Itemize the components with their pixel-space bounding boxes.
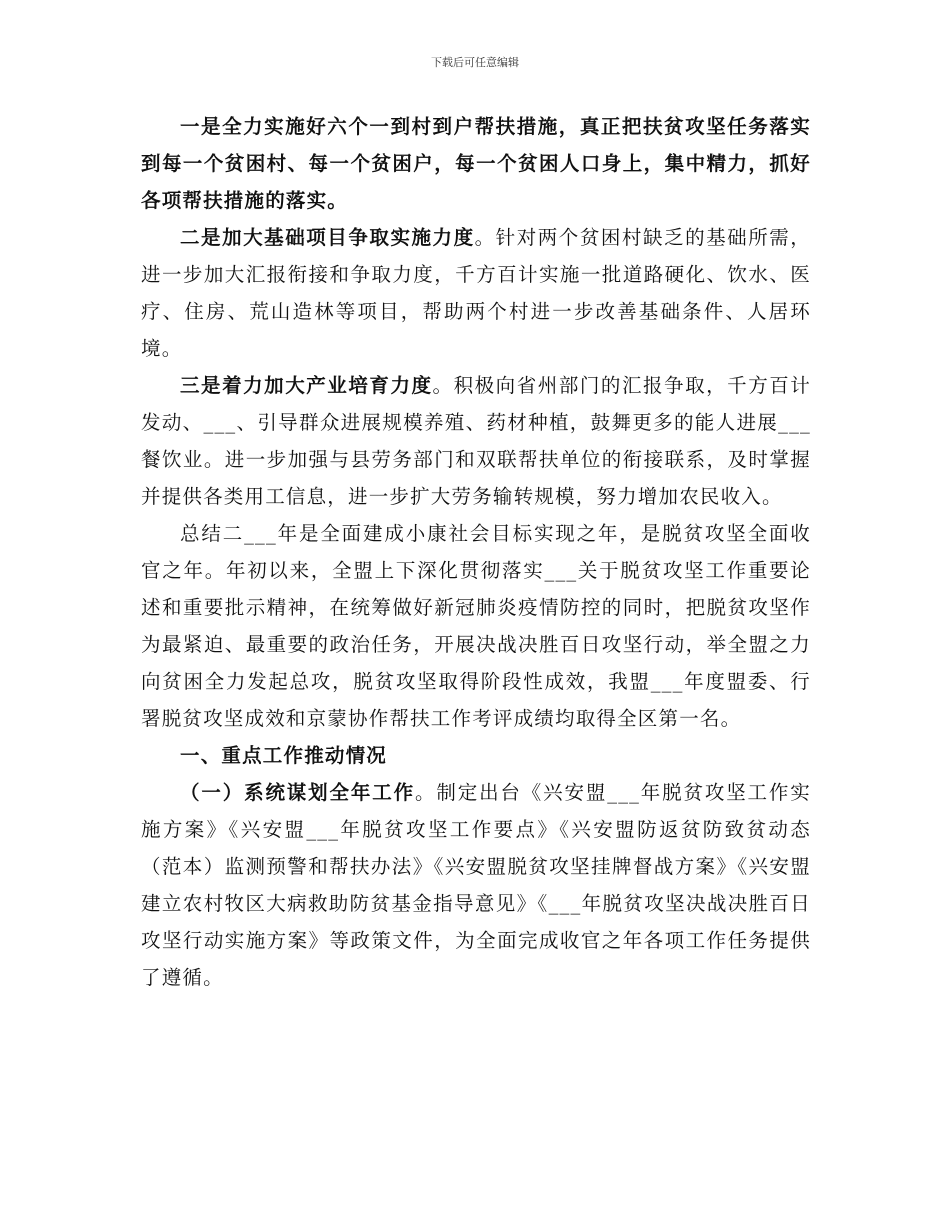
paragraph-lead: 三是着力加大产业培育力度	[180, 374, 433, 397]
paragraph-text: 。针对两个贫困村缺乏的基础所需，进一步加大汇报衔接和争取力度，千方百计实施一批道路硬化、饮水、医疗、住房、荒山造林等项目，帮助两个村进一步改善基础条件、人居环境。	[141, 226, 811, 360]
section-heading-text: 一、重点工作推动情况	[180, 744, 388, 767]
paragraph-measure-three	[141, 367, 811, 515]
paragraph-subsection-one	[141, 774, 811, 996]
paragraph-measure-one	[141, 108, 811, 219]
paragraph-lead: 二是加大基础项目争取实施力度	[180, 226, 475, 249]
paragraph-measure-two	[141, 219, 811, 367]
paragraph-lead: 一是全力实施好六个一到村到户帮扶措施，真正把扶贫攻坚任务落实到每一个贫困村、每一个贫困户，每一个贫困人口身上，集中精力，抓好各项帮扶措施的落实。	[141, 115, 811, 212]
document-body	[141, 108, 811, 996]
page-header-note: 下载后可任意编辑	[431, 56, 519, 69]
paragraph-text: 。制定出台《兴安盟___年脱贫攻坚工作实施方案》《兴安盟___年脱贫攻坚工作要点》《兴安盟防返贫防致贫动态（范本）监测预警和帮扶办法》《兴安盟脱贫攻坚挂牌督战方案》《兴安盟建立农村牧区大病救助防贫基金指导意见》《___年脱贫攻坚决战决胜百日攻坚行动实施方案》等政策文件，为全面完成收官之年各项工作任务提供了遵循。	[141, 781, 811, 989]
paragraph-lead: （一）系统谋划全年工作	[180, 781, 415, 804]
section-heading	[141, 737, 811, 774]
paragraph-summary	[141, 515, 811, 737]
paragraph-text: 总结二___年是全面建成小康社会目标实现之年，是脱贫攻坚全面收官之年。年初以来，全盟上下深化贯彻落实___关于脱贫攻坚工作重要论述和重要批示精神，在统筹做好新冠肺炎疫情防控的同时，把脱贫攻坚作为最紧迫、最重要的政治任务，开展决战决胜百日攻坚行动，举全盟之力向贫困全力发起总攻，脱贫攻坚取得阶段性成效，我盟___年度盟委、行署脱贫攻坚成效和京蒙协作帮扶工作考评成绩均取得全区第一名。	[141, 522, 811, 730]
paragraph-text: 。积极向省州部门的汇报争取，千方百计发动、___、引导群众进展规模养殖、药材种植，鼓舞更多的能人进展___餐饮业。进一步加强与县劳务部门和双联帮扶单位的衔接联系，及时掌握并提供各类用工信息，进一步扩大劳务输转规模，努力增加农民收入。	[141, 374, 812, 508]
